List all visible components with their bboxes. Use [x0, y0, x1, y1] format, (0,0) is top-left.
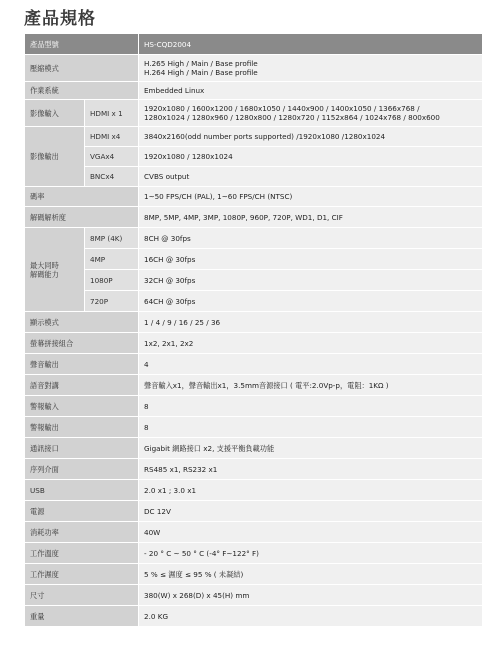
row-label-power: 電源 — [25, 501, 139, 522]
page-title: 產品規格 — [24, 9, 96, 29]
row-value-network: Gigabit 網路接口 x2, 支援平衡負載功能 — [139, 438, 483, 459]
row-value-humidity: 5 % ≤ 濕度 ≤ 95 % ( 未凝結) — [139, 564, 483, 585]
row-sub-hdmi-out: HDMI x4 — [85, 127, 139, 147]
row-label-intercom: 語音對講 — [25, 375, 139, 396]
row-value-1080p: 32CH @ 30fps — [139, 270, 483, 291]
row-label-weight: 重量 — [25, 606, 139, 627]
table-row — [25, 249, 483, 270]
row-sub-vga-out: VGAx4 — [85, 147, 139, 167]
table-row — [25, 375, 483, 396]
row-value-os: Embedded Linux — [139, 82, 483, 100]
table-row — [25, 564, 483, 585]
row-value-usb: 2.0 x1 ; 3.0 x1 — [139, 480, 483, 501]
row-value-8mp: 8CH @ 30fps — [139, 228, 483, 249]
resolution-line: 1280x1024 / 1280x960 / 1280x800 / 1280x720 / 1152x864 / 1024x768 / 800x600 — [144, 113, 440, 122]
table-row — [25, 270, 483, 291]
table-row — [25, 480, 483, 501]
decode-cap-label-line: 最大同時 — [30, 260, 59, 270]
row-sub-720p: 720P — [85, 291, 139, 312]
spec-table — [24, 33, 483, 627]
row-value-bitrate: 1~50 FPS/CH (PAL), 1~60 FPS/CH (NTSC) — [139, 187, 483, 207]
table-row — [25, 606, 483, 627]
row-value-bnc-out: CVBS output — [139, 167, 483, 187]
row-value-720p: 64CH @ 30fps — [139, 291, 483, 312]
table-row — [25, 127, 483, 147]
row-value-hdmi-out: 3840x2160(odd number ports supported) /1920x1080 /1280x1024 — [139, 127, 483, 147]
row-label-model: 產品型號 — [25, 34, 139, 55]
row-label-temperature: 工作溫度 — [25, 543, 139, 564]
row-label-network: 通訊接口 — [25, 438, 139, 459]
table-row — [25, 34, 483, 55]
row-label-decode-cap — [25, 228, 85, 312]
row-label-dimensions: 尺寸 — [25, 585, 139, 606]
table-row — [25, 354, 483, 375]
row-label-bitrate: 碼率 — [25, 187, 139, 207]
table-row — [25, 543, 483, 564]
table-row — [25, 187, 483, 207]
row-value-alarm-out: 8 — [139, 417, 483, 438]
row-value-decode-res: 8MP, 5MP, 4MP, 3MP, 1080P, 960P, 720P, WD1, D1, CIF — [139, 207, 483, 228]
row-value-intercom: 聲音輸入x1，聲音輸出x1，3.5mm音源接口 ( 電平:2.0Vp-p，電阻：1KΩ ) — [139, 375, 483, 396]
row-sub-1080p: 1080P — [85, 270, 139, 291]
row-value-temperature: - 20 ° C ~ 50 ° C (-4° F~122° F) — [139, 543, 483, 564]
row-value-audio-out: 4 — [139, 354, 483, 375]
row-sub-video-in: HDMI x 1 — [85, 100, 139, 127]
table-row — [25, 585, 483, 606]
row-label-alarm-out: 警報輸出 — [25, 417, 139, 438]
row-value-video-in — [139, 100, 483, 127]
row-value-weight: 2.0 KG — [139, 606, 483, 627]
table-row — [25, 82, 483, 100]
row-label-humidity: 工作濕度 — [25, 564, 139, 585]
row-sub-8mp: 8MP (4K) — [85, 228, 139, 249]
resolution-line: 1920x1080 / 1600x1200 / 1680x1050 / 1440x900 / 1400x1050 / 1366x768 / — [144, 104, 420, 113]
row-label-compression: 壓縮模式 — [25, 55, 139, 82]
row-value-compression — [139, 55, 483, 82]
table-row — [25, 438, 483, 459]
row-value-4mp: 16CH @ 30fps — [139, 249, 483, 270]
row-label-decode-res: 解碼解析度 — [25, 207, 139, 228]
table-row — [25, 522, 483, 543]
row-label-usb: USB — [25, 480, 139, 501]
table-row — [25, 459, 483, 480]
row-value-alarm-in: 8 — [139, 396, 483, 417]
row-sub-4mp: 4MP — [85, 249, 139, 270]
compression-line: H.264 High / Main / Base profile — [144, 68, 258, 77]
table-row — [25, 312, 483, 333]
row-label-os: 作業系統 — [25, 82, 139, 100]
table-row — [25, 501, 483, 522]
row-value-dimensions: 380(W) x 268(D) x 45(H) mm — [139, 585, 483, 606]
row-label-consumption: 消耗功率 — [25, 522, 139, 543]
row-value-model: HS-CQD2004 — [139, 34, 483, 55]
table-row — [25, 207, 483, 228]
compression-line: H.265 High / Main / Base profile — [144, 59, 258, 68]
row-sub-bnc-out: BNCx4 — [85, 167, 139, 187]
row-value-display-mode: 1 / 4 / 9 / 16 / 25 / 36 — [139, 312, 483, 333]
table-row — [25, 396, 483, 417]
table-row — [25, 147, 483, 167]
table-row — [25, 167, 483, 187]
row-label-serial: 序列介面 — [25, 459, 139, 480]
row-label-audio-out: 聲音輸出 — [25, 354, 139, 375]
row-label-display-mode: 顯示模式 — [25, 312, 139, 333]
row-value-consumption: 40W — [139, 522, 483, 543]
row-label-video-out: 影像輸出 — [25, 127, 85, 187]
row-value-serial: RS485 x1, RS232 x1 — [139, 459, 483, 480]
row-label-alarm-in: 警報輸入 — [25, 396, 139, 417]
row-value-power: DC 12V — [139, 501, 483, 522]
table-row — [25, 55, 483, 82]
decode-cap-label-line: 解碼能力 — [30, 269, 59, 279]
row-label-video-in: 影像輸入 — [25, 100, 85, 127]
table-row — [25, 333, 483, 354]
table-row — [25, 417, 483, 438]
row-value-vga-out: 1920x1080 / 1280x1024 — [139, 147, 483, 167]
row-value-splice: 1x2, 2x1, 2x2 — [139, 333, 483, 354]
table-row — [25, 291, 483, 312]
table-row — [25, 228, 483, 249]
table-row — [25, 100, 483, 127]
row-label-splice: 螢幕拼接組合 — [25, 333, 139, 354]
